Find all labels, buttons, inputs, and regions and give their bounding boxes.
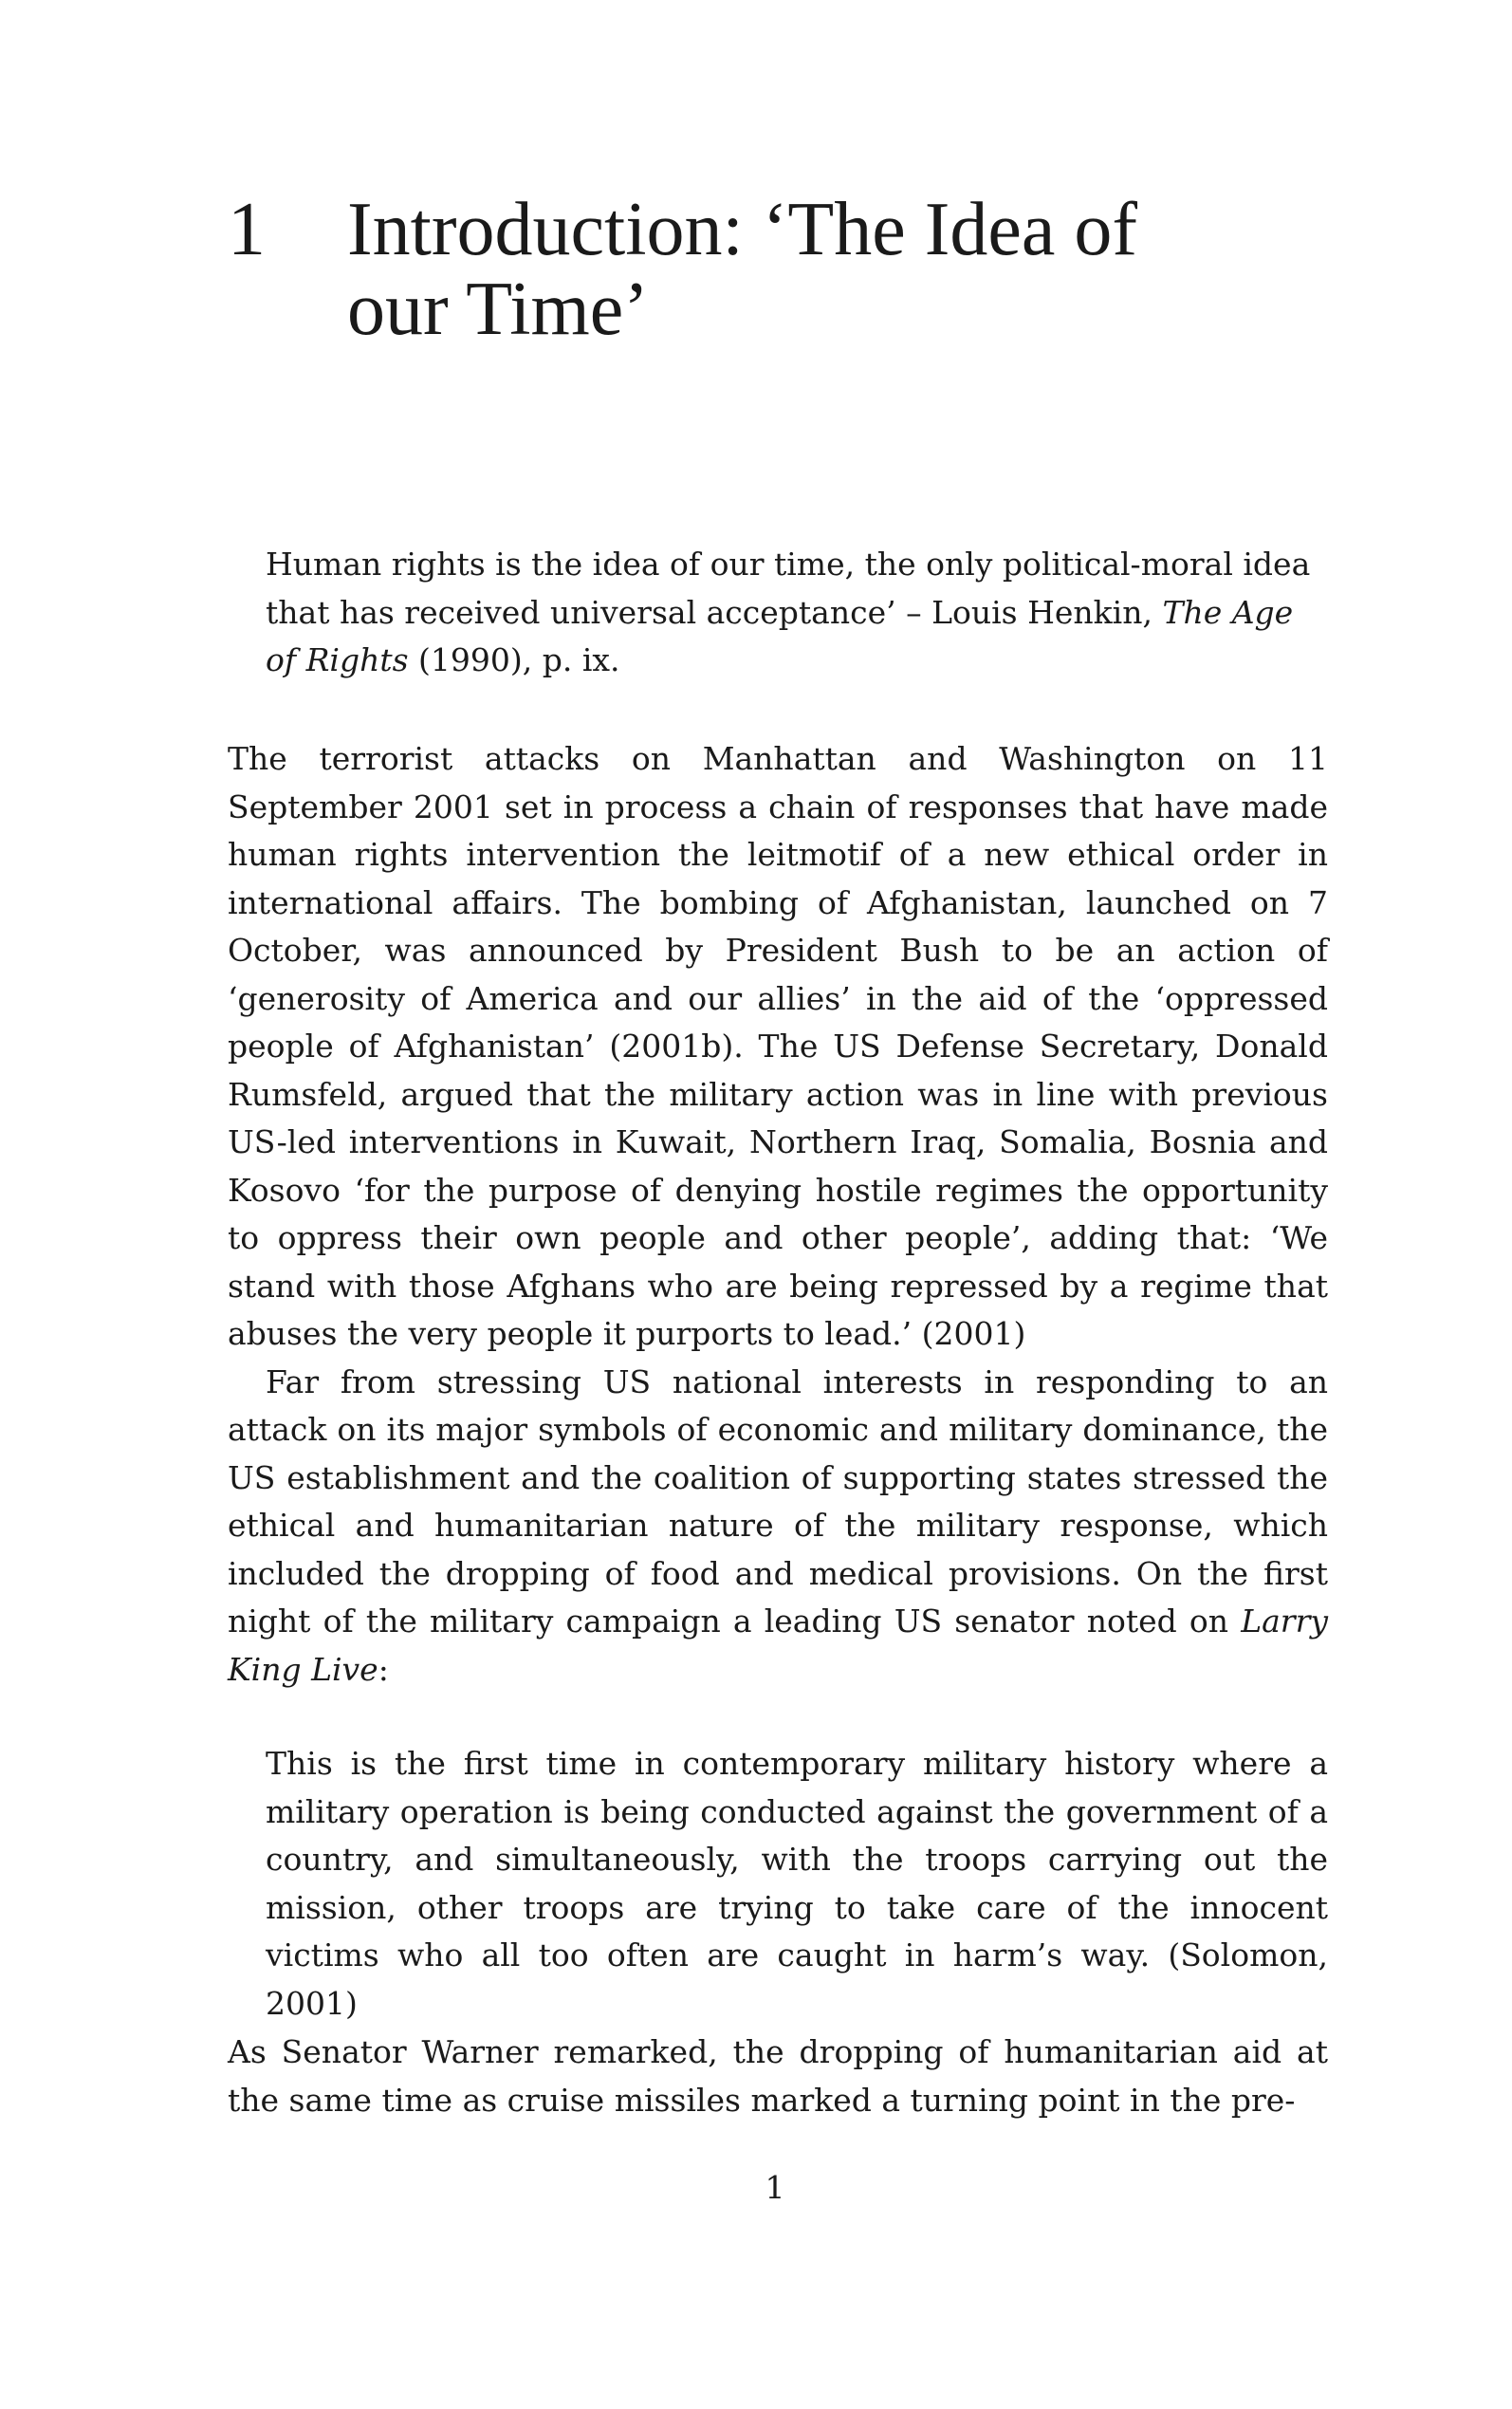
tv-show-title: Larry King Live: [228, 1603, 1328, 1688]
epigraph-citation: (1990), p. ix.: [408, 641, 620, 678]
chapter-title: [347, 190, 1315, 349]
epigraph: [266, 541, 1328, 685]
main-text: [228, 735, 1328, 1694]
page-number: 1: [765, 2169, 785, 2206]
chapter-title-line-2: our Time’: [347, 268, 649, 351]
epigraph-text: Human rights is the idea of our time, the only political-moral idea that has received universal acceptance’ – Louis Henkin,: [266, 546, 1311, 631]
paragraph-2-text: Far from stressing US national interests in responding to an attack on its major symbols of economic and military dominance, the US establishment and the coalition of supporting states stressed the ethical and humanitarian nature of the military response, which included the dropping of food and medical provisions. On the first night of the military campaign a leading US senator noted on: [228, 1362, 1328, 1640]
chapter-number: 1: [228, 188, 266, 271]
paragraph-1: The terrorist attacks on Manhattan and Washington on 11 September 2001 set in process a chain of responses that have made human rights intervention the leitmotif of a new ethical order in international affairs. The bombing of Afghanistan, launched on 7 October, was announced by President Bush to be an action of ‘generosity of America and our allies’ in the aid of the ‘oppressed people of Afghanistan’ (2001b). The US Defense Secretary, Donald Rumsfeld, argued that the military action was in line with previous US-led interventions in Kuwait, Northern Iraq, Somalia, Bosnia and Kosovo ‘for the purpose of denying hostile regimes the opportunity to oppress their own people and other people’, adding that: ‘We stand with those Afghans who are being repressed by a regime that abuses the very people it purports to lead.’ (2001): [228, 740, 1328, 1352]
block-quote: This is the first time in contemporary military history where a military operation is being conducted against the government of a country, and simultaneously, with the troops carrying out the mission, other troops are trying to take care of the innocent victims who all too often are caught in harm’s way. (Solomon, 2001): [266, 1745, 1328, 2022]
paragraph-2: [228, 1359, 1328, 1695]
paragraph-3: As Senator Warner remarked, the dropping of humanitarian aid at the same time as cruise missiles marked a turning point in the pre-: [228, 2033, 1328, 2119]
paragraph-2-end: :: [378, 1650, 389, 1688]
epigraph-book-title: The Age of Rights: [266, 593, 1294, 678]
chapter-title-line-1: Introduction: ‘The Idea of: [347, 188, 1138, 271]
